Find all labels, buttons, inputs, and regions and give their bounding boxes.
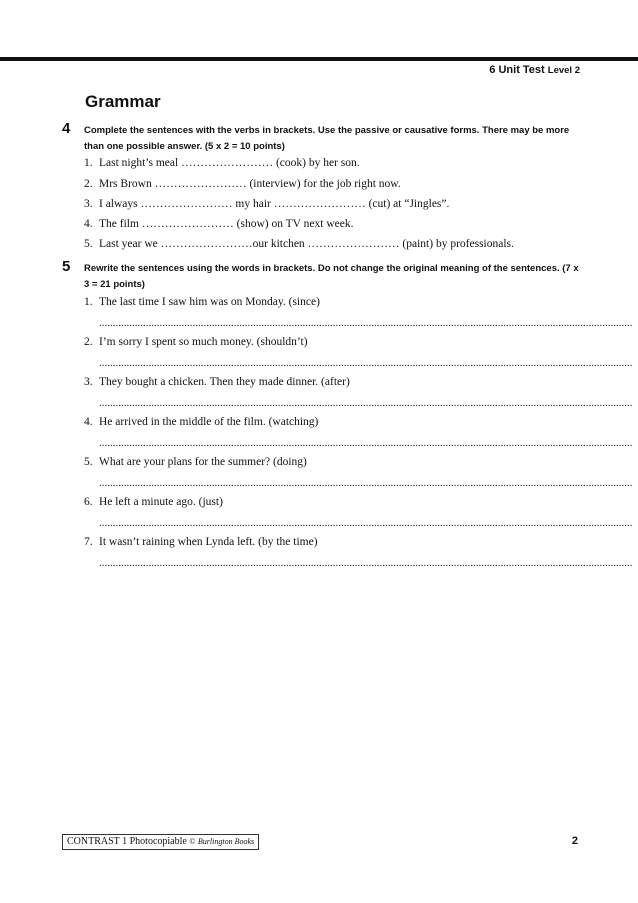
unit-header (489, 64, 580, 76)
answer-line[interactable]: .................................................................................................................................................................................................. (99, 477, 633, 489)
section-title: Grammar (85, 92, 161, 111)
exercise-4-item (84, 218, 574, 230)
answer-line[interactable]: .................................................................................................................................................................................................. (99, 557, 633, 569)
copyright-symbol: © (189, 837, 196, 846)
exercise-4-item (84, 198, 574, 210)
item-text: It wasn’t raining when Lynda left. (by the time) (99, 536, 318, 548)
answer-line[interactable]: .................................................................................................................................................................................................. (99, 397, 633, 409)
item-number: 2. (84, 178, 93, 190)
item-text: He arrived in the middle of the film. (watching) (99, 416, 319, 428)
unit-label: Unit Test (498, 64, 545, 76)
exercise-4-item (84, 157, 574, 169)
answer-line[interactable]: .................................................................................................................................................................................................. (99, 437, 633, 449)
item-text: The film …………………… (show) on TV next week. (99, 218, 354, 230)
item-text: Mrs Brown …………………… (interview) for the job right now. (99, 178, 401, 190)
footer-credit (62, 834, 259, 850)
item-number: 4. (84, 218, 93, 230)
answer-line[interactable]: .................................................................................................................................................................................................. (99, 357, 633, 369)
answer-line[interactable]: .................................................................................................................................................................................................. (99, 317, 633, 329)
exercise-5-item (84, 336, 574, 348)
exercise-5-item (84, 536, 574, 548)
item-text: Last night’s meal …………………… (cook) by her son. (99, 157, 360, 169)
exercise-4-instruction: Complete the sentences with the verbs in brackets. Use the passive or causative forms. There may be more than one possible answer. (5 x 2 = 10 points) (84, 125, 570, 152)
item-text: Last year we ……………………our kitchen …………………… (paint) by professionals. (99, 238, 514, 250)
item-text: What are your plans for the summer? (doing) (99, 456, 307, 468)
item-number: 3. (84, 376, 93, 388)
item-number: 4. (84, 416, 93, 428)
exercise-5-item (84, 296, 574, 308)
answer-line[interactable]: .................................................................................................................................................................................................. (99, 517, 633, 529)
item-number: 1. (84, 157, 93, 169)
item-text: I always …………………… my hair …………………… (cut) at “Jingles”. (99, 198, 450, 210)
item-number: 1. (84, 296, 93, 308)
item-text: They bought a chicken. Then they made dinner. (after) (99, 376, 350, 388)
exercise-5-item (84, 456, 574, 468)
exercise-5-item (84, 376, 574, 388)
item-text: He left a minute ago. (just) (99, 496, 223, 508)
item-number: 3. (84, 198, 93, 210)
exercise-5-number: 5 (62, 258, 71, 275)
publisher-name: Burlington Books (197, 837, 255, 846)
series-name: CONTRAST 1 (67, 836, 128, 847)
item-number: 6. (84, 496, 93, 508)
top-rule (0, 57, 638, 61)
exercise-4-item (84, 238, 574, 250)
exercise-5-item (84, 496, 574, 508)
unit-level: Level 2 (547, 65, 580, 76)
page-number: 2 (571, 835, 578, 847)
exercise-4-number: 4 (62, 120, 71, 137)
unit-number: 6 (489, 64, 496, 76)
exercise-4-item (84, 178, 574, 190)
item-number: 5. (84, 238, 93, 250)
photocopiable-label: Photocopiable (129, 836, 187, 847)
item-text: The last time I saw him was on Monday. (since) (99, 296, 320, 308)
exercise-5-item (84, 416, 574, 428)
item-number: 2. (84, 336, 93, 348)
item-text: I’m sorry I spent so much money. (shouldn’t) (99, 336, 308, 348)
item-number: 5. (84, 456, 93, 468)
item-number: 7. (84, 536, 93, 548)
exercise-5-instruction: Rewrite the sentences using the words in brackets. Do not change the original meaning of the sentences. (7 x 3 = 21 points) (84, 263, 579, 290)
